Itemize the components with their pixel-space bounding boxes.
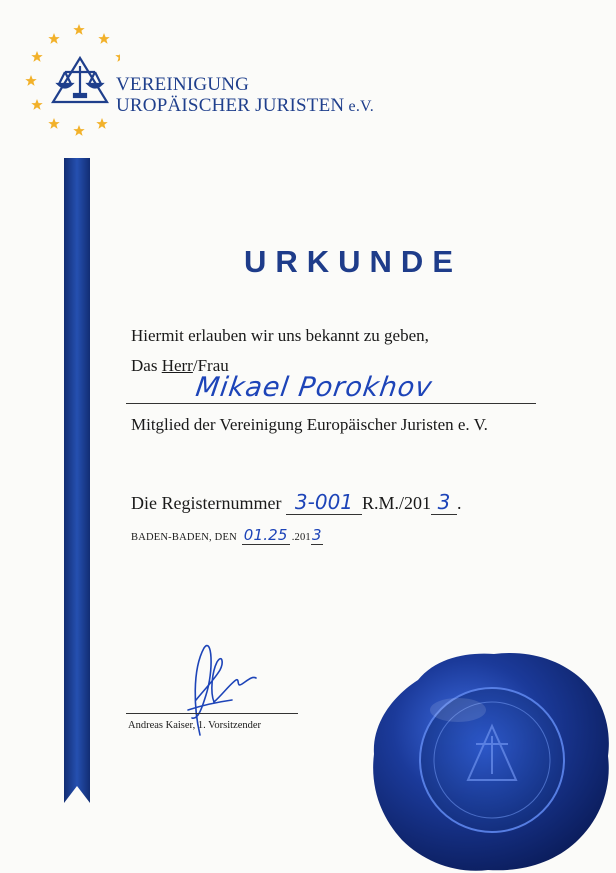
date-prefix: BADEN-BADEN, DEN	[131, 532, 240, 543]
name-underline	[126, 403, 536, 404]
organization-name-line2	[116, 95, 374, 117]
register-year-digit: 3	[431, 490, 457, 515]
register-end: .	[456, 493, 462, 513]
register-suffix: R.M./201	[361, 493, 431, 513]
date-year-digit: 3	[312, 526, 322, 544]
organization-logo	[0, 0, 420, 150]
register-line	[131, 490, 461, 515]
salutation-suffix: /Frau	[192, 356, 229, 375]
date-value: 01.25	[242, 526, 290, 545]
signature-line	[126, 713, 298, 714]
salutation-prefix: Das	[131, 356, 162, 375]
signatory-label: Andreas Kaiser, 1. Vorsitzender	[128, 720, 262, 731]
membership-text: Mitglied der Vereinigung Europäischer Juristen e. V.	[131, 415, 488, 434]
place-date-line	[131, 526, 323, 545]
organization-name-line1: VEREINIGUNG	[116, 74, 250, 95]
certificate-title: URKUNDE	[244, 244, 462, 279]
member-name-handwritten: Mikael Porokhov	[193, 372, 435, 403]
wax-seal	[366, 640, 616, 873]
date-year-prefix: .201	[291, 532, 311, 543]
register-number: 3-001	[286, 490, 362, 515]
organization-name-suffix: e.V.	[344, 98, 374, 115]
scales-of-justice-icon	[45, 52, 115, 112]
intro-text: Hiermit erlauben wir uns bekannt zu geben,	[131, 326, 429, 345]
salutation-herr: Herr	[161, 356, 193, 375]
organization-name-main: UROPÄISCHER JURISTEN	[116, 95, 345, 116]
register-label: Die Registernummer	[131, 493, 286, 513]
